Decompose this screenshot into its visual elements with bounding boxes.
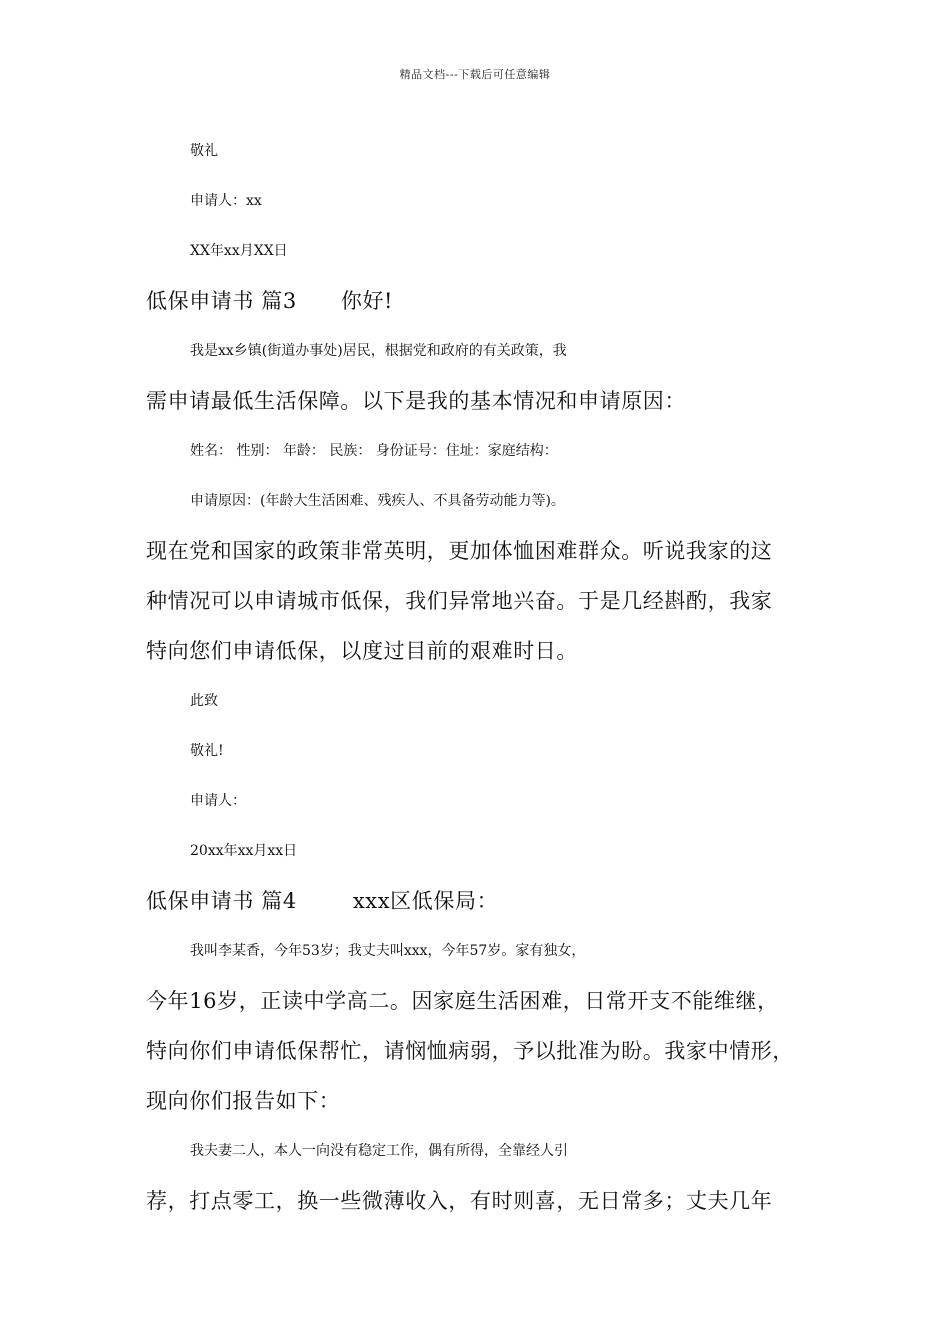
section-heading [146,286,816,316]
section-greeting: 你好! [340,289,394,313]
applicant-line: 申请人： [190,793,246,809]
paragraph-line: 需申请最低生活保障。以下是我的基本情况和申请原因： [146,389,686,413]
form-fields-line: 姓名： 性别： 年龄： 民族： 身份证号：住址：家庭结构： [190,443,558,459]
section-title: 低保申请书 篇4 [146,889,297,913]
paragraph-line: 申请原因：(年龄大生活困难、残疾人、不具备劳动能力等)。 [190,493,565,509]
section-heading [146,886,816,916]
paragraph-line: 特向你们申请低保帮忙，请悯恤病弱，予以批准为盼。我家中情形， [146,1039,794,1063]
page-header: 精品文档---下载后可任意编辑 [399,68,551,81]
closing-salute: 敬礼! [190,743,224,759]
paragraph-line: 荐，打点零工，换一些微薄收入，有时则喜，无日常多；丈夫几年 [146,1189,773,1213]
closing-phrase: 此致 [190,693,218,709]
paragraph-line: 现向你们报告如下： [146,1089,341,1113]
paragraph-line: 特向您们申请低保，以度过目前的艰难时日。 [146,639,578,663]
paragraph-line: 我叫李某香，今年53岁；我丈夫叫xxx，今年57岁。家有独女， [190,943,586,959]
paragraph-line: 我是xx乡镇(街道办事处)居民，根据党和政府的有关政策，我 [190,343,567,359]
date-line: 20xx年xx月xx日 [190,843,298,859]
section-greeting: xxx区低保局： [352,889,499,913]
date-line: XX年xx月XX日 [190,243,288,259]
applicant-line: 申请人：xx [190,193,262,209]
paragraph-line: 今年16岁，正读中学高二。因家庭生活困难，日常开支不能维继， [146,989,779,1013]
paragraph-line: 现在党和国家的政策非常英明，更加体恤困难群众。听说我家的这 [146,539,773,563]
paragraph-line: 我夫妻二人，本人一向没有稳定工作，偶有所得，全靠经人引 [190,1143,568,1159]
paragraph-line: 种情况可以申请城市低保，我们异常地兴奋。于是几经斟酌，我家 [146,589,773,613]
section-title: 低保申请书 篇3 [146,289,297,313]
closing-salute: 敬礼 [190,143,218,159]
